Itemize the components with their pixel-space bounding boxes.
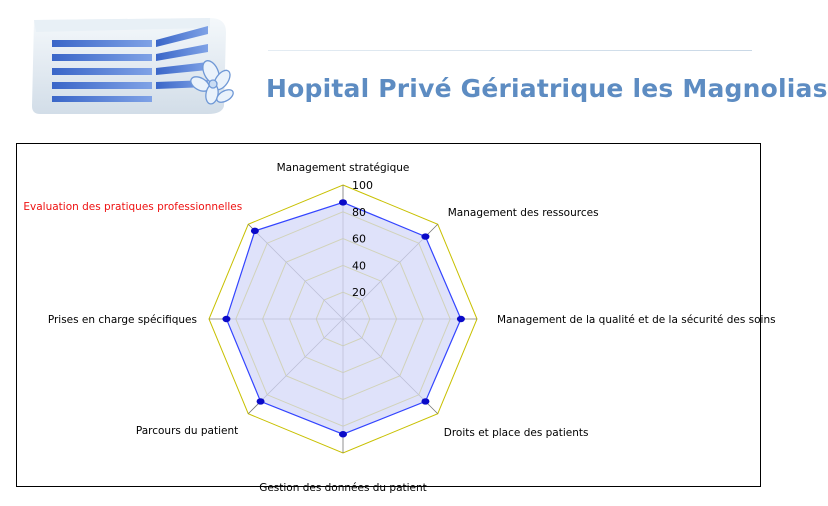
tick-label: 20: [352, 286, 366, 300]
axis-label: Gestion des données du patient: [259, 482, 427, 494]
header-divider: [268, 50, 752, 51]
data-point: [251, 228, 259, 234]
tick-label: 100: [352, 179, 373, 192]
axis-label: Prises en charge spécifiques: [47, 314, 197, 326]
data-point: [457, 316, 465, 322]
data-point: [257, 398, 265, 404]
data-point: [339, 199, 347, 205]
data-point: [421, 398, 429, 404]
axis-label: Management stratégique: [276, 162, 410, 174]
tick-label: 60: [352, 232, 366, 246]
data-point: [421, 233, 429, 239]
axis-label: Parcours du patient: [135, 424, 239, 437]
tick-label: 80: [352, 205, 366, 219]
chart-panel: [16, 143, 776, 494]
axis-label: Droits et place des patients: [443, 426, 589, 439]
radar-chart: [17, 144, 776, 494]
axis-label: Management des ressources: [447, 207, 599, 220]
data-point: [222, 316, 230, 322]
hospital-name: Hopital Privé Gériatrique les Magnolias: [266, 74, 828, 103]
header: [0, 0, 828, 130]
radar-series: [222, 199, 465, 437]
tick-label: 40: [352, 259, 366, 273]
hospital-logo: [28, 14, 243, 118]
axis-label: Management de la qualité et de la sécurité des soins: [497, 314, 776, 326]
data-point: [339, 431, 347, 437]
axis-label: Evaluation des pratiques professionnelles: [23, 201, 243, 214]
